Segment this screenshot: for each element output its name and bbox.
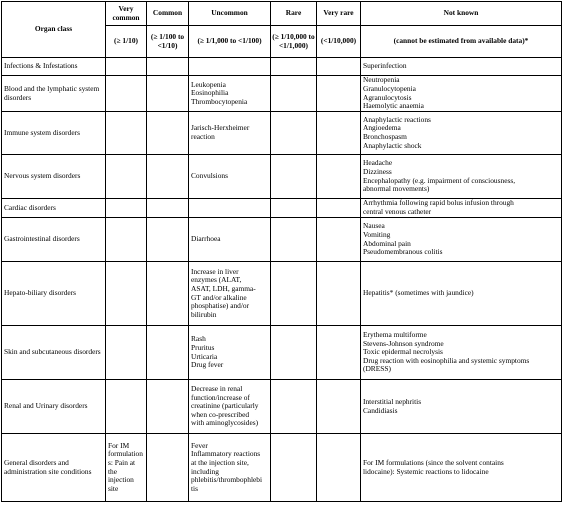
very-common-cell — [106, 262, 147, 326]
not-known-cell — [361, 58, 562, 76]
uncommon-line: Pruritus — [191, 342, 215, 352]
common-cell — [147, 380, 189, 434]
common-cell — [147, 262, 189, 326]
not-known-line: For IM formulations (since the solvent contains — [363, 457, 504, 467]
uncommon-cell — [189, 434, 271, 502]
uncommon-line: Thrombocytopenia — [191, 96, 248, 106]
not-known-line: Interstitial nephritis — [363, 396, 422, 406]
not-known-line: Drug reaction with eosinophilia and systemic symptoms — [363, 355, 530, 365]
table-row — [2, 380, 562, 434]
uncommon-line: tis — [191, 483, 198, 493]
not-known-cell — [361, 218, 562, 262]
uncommon-line: Diarrhoea — [191, 234, 221, 244]
not-known-line: Nausea — [363, 221, 385, 231]
not-known-line: Vomiting — [363, 229, 391, 239]
uncommon-line: enzymes (ALAT, — [191, 275, 242, 285]
not-known-cell — [361, 262, 562, 326]
uncommon-line: phlebitis/thrombophlebi — [191, 475, 263, 485]
very-common-cell — [106, 58, 147, 76]
uncommon-line: Increase in liver — [191, 266, 239, 276]
not-known-line: Granulocytopenia — [363, 83, 416, 93]
very-rare-cell — [317, 218, 361, 262]
organ-class-cell: Cardiac disorders — [2, 199, 106, 218]
uncommon-line: ASAT, LDH, gamma- — [191, 283, 256, 293]
organ-class-cell: Hepato-biliary disorders — [2, 262, 106, 326]
very-common-cell — [106, 326, 147, 380]
very-common-cell — [106, 380, 147, 434]
very-rare-cell — [317, 155, 361, 199]
very-common-cell: For IM formulations: Pain at the injection site — [106, 434, 147, 502]
organ-class-cell: Gastrointestinal disorders — [2, 218, 106, 262]
uncommon-line: Jarisch-Herxheimer — [191, 123, 250, 133]
not-known-cell — [361, 112, 562, 155]
uncommon-cell — [189, 262, 271, 326]
table-row — [2, 155, 562, 199]
not-known-line: Hepatitis* (sometimes with jaundice) — [363, 288, 474, 298]
not-known-line: Anaphylactic reactions — [363, 114, 431, 124]
not-known-line: Encephalopathy (e.g. impairment of consciousness, — [363, 175, 516, 185]
uncommon-line: Rash — [191, 334, 206, 344]
organ-class-cell: General disorders and administration site conditions — [2, 434, 106, 502]
not-known-line: Dizziness — [363, 166, 392, 176]
organ-class-cell: Nervous system disorders — [2, 155, 106, 199]
not-known-line: Erythema multiforme — [363, 330, 427, 340]
common-cell — [147, 434, 189, 502]
freq-rare: (≥ 1/10,000 to <1/1,000) — [271, 26, 317, 58]
uncommon-line: creatinine (particularly — [191, 401, 259, 411]
freq-not-known: (cannot be estimated from available data)* — [361, 26, 562, 58]
not-known-line: Superinfection — [363, 61, 407, 71]
not-known-line: Toxic epidermal necrolysis — [363, 347, 443, 357]
rare-cell — [271, 112, 317, 155]
not-known-cell — [361, 155, 562, 199]
freq-very-rare: (<1/10,000) — [317, 26, 361, 58]
uncommon-line: function/increase of — [191, 392, 250, 402]
uncommon-line: Fever — [191, 440, 208, 450]
not-known-line: Pseudomembranous colitis — [363, 247, 443, 257]
table-row — [2, 199, 562, 218]
not-known-line: Haemolytic anaemia — [363, 101, 424, 111]
uncommon-cell — [189, 380, 271, 434]
very-rare-cell — [317, 326, 361, 380]
very-common-cell — [106, 76, 147, 112]
very-common-cell — [106, 199, 147, 218]
not-known-line: (DRESS) — [363, 364, 391, 374]
uncommon-line: Inflammatory reactions — [191, 449, 261, 459]
not-known-line: central venous catheter — [363, 207, 432, 216]
table-row — [2, 262, 562, 326]
very-rare-cell — [317, 199, 361, 218]
rare-cell — [271, 218, 317, 262]
table-row — [2, 58, 562, 76]
uncommon-line: when co-prescribed — [191, 409, 250, 419]
header-organ-class: Organ class — [2, 2, 106, 58]
not-known-line: Neutropenia — [363, 75, 400, 85]
uncommon-line: Drug fever — [191, 360, 224, 370]
uncommon-line: phosphatise) and/or — [191, 301, 250, 311]
common-cell — [147, 155, 189, 199]
not-known-cell — [361, 434, 562, 502]
common-cell — [147, 199, 189, 218]
uncommon-cell — [189, 218, 271, 262]
uncommon-cell — [189, 199, 271, 218]
header-row-labels — [2, 2, 562, 26]
uncommon-line: Leukopenia — [191, 79, 226, 89]
not-known-line: Anaphylactic shock — [363, 140, 422, 150]
header-very-common: Very common — [106, 2, 147, 26]
not-known-line: abnormal movements) — [363, 184, 430, 194]
table-row — [2, 112, 562, 155]
uncommon-line: with aminoglycosides) — [191, 418, 259, 428]
table-row — [2, 434, 562, 502]
header-rare: Rare — [271, 2, 317, 26]
not-known-line: Angioedema — [363, 123, 401, 133]
not-known-line: Abdominal pain — [363, 238, 411, 248]
rare-cell — [271, 155, 317, 199]
rare-cell — [271, 262, 317, 326]
header-uncommon: Uncommon — [189, 2, 271, 26]
uncommon-cell — [189, 155, 271, 199]
freq-very-common: (≥ 1/10) — [106, 26, 147, 58]
very-rare-cell — [317, 76, 361, 112]
common-cell — [147, 112, 189, 155]
very-rare-cell — [317, 434, 361, 502]
not-known-line: Bronchospasm — [363, 132, 407, 141]
uncommon-cell — [189, 76, 271, 112]
not-known-cell — [361, 199, 562, 218]
rare-cell — [271, 326, 317, 380]
common-cell — [147, 58, 189, 76]
header-very-rare: Very rare — [317, 2, 361, 26]
rare-cell — [271, 199, 317, 218]
very-rare-cell — [317, 112, 361, 155]
uncommon-line: including — [191, 466, 219, 476]
uncommon-line: Convulsions — [191, 171, 228, 181]
common-cell — [147, 326, 189, 380]
organ-class-cell: Immune system disorders — [2, 112, 106, 155]
freq-common: (≥ 1/100 to <1/10) — [147, 26, 189, 58]
not-known-line: Headache — [363, 158, 393, 168]
uncommon-cell — [189, 58, 271, 76]
common-cell — [147, 76, 189, 112]
organ-class-cell: Infections & Infestations — [2, 58, 106, 76]
uncommon-cell — [189, 112, 271, 155]
not-known-line: lidocaine): Systemic reactions to lidocaine — [363, 466, 489, 476]
uncommon-line: GT and/or alkaline — [191, 292, 247, 302]
organ-class-cell: Skin and subcutaneous disorders — [2, 326, 106, 380]
adverse-reactions-table — [1, 1, 562, 502]
not-known-cell — [361, 76, 562, 112]
freq-uncommon: (≥ 1/1,000 to <1/100) — [189, 26, 271, 58]
adverse-reactions-table-wrapper — [1, 1, 561, 502]
very-common-cell — [106, 112, 147, 155]
table-row — [2, 218, 562, 262]
uncommon-cell — [189, 326, 271, 380]
table-row — [2, 76, 562, 112]
very-rare-cell — [317, 380, 361, 434]
uncommon-line: at the injection site, — [191, 457, 249, 467]
very-common-cell — [106, 218, 147, 262]
rare-cell — [271, 434, 317, 502]
rare-cell — [271, 58, 317, 76]
uncommon-line: reaction — [191, 132, 215, 141]
not-known-cell — [361, 326, 562, 380]
uncommon-line: bilirubin — [191, 309, 217, 319]
not-known-line: Arrhythmia following rapid bolus infusion through — [363, 198, 514, 208]
common-cell — [147, 218, 189, 262]
not-known-line: Candidiasis — [363, 405, 398, 415]
rare-cell — [271, 76, 317, 112]
table-body — [2, 58, 562, 502]
very-rare-cell — [317, 262, 361, 326]
not-known-cell — [361, 380, 562, 434]
organ-class-cell: Blood and the lymphatic system disorders — [2, 76, 106, 112]
very-common-cell — [106, 155, 147, 199]
very-rare-cell — [317, 58, 361, 76]
not-known-line: Agranulocytosis — [363, 92, 412, 102]
not-known-line: Stevens-Johnson syndrome — [363, 338, 444, 348]
organ-class-cell: Renal and Urinary disorders — [2, 380, 106, 434]
uncommon-line: Eosinophilia — [191, 88, 229, 98]
header-not-known: Not known — [361, 2, 562, 26]
uncommon-line: Urticaria — [191, 351, 218, 361]
header-common: Common — [147, 2, 189, 26]
table-row — [2, 326, 562, 380]
rare-cell — [271, 380, 317, 434]
uncommon-line: Decrease in renal — [191, 384, 243, 394]
